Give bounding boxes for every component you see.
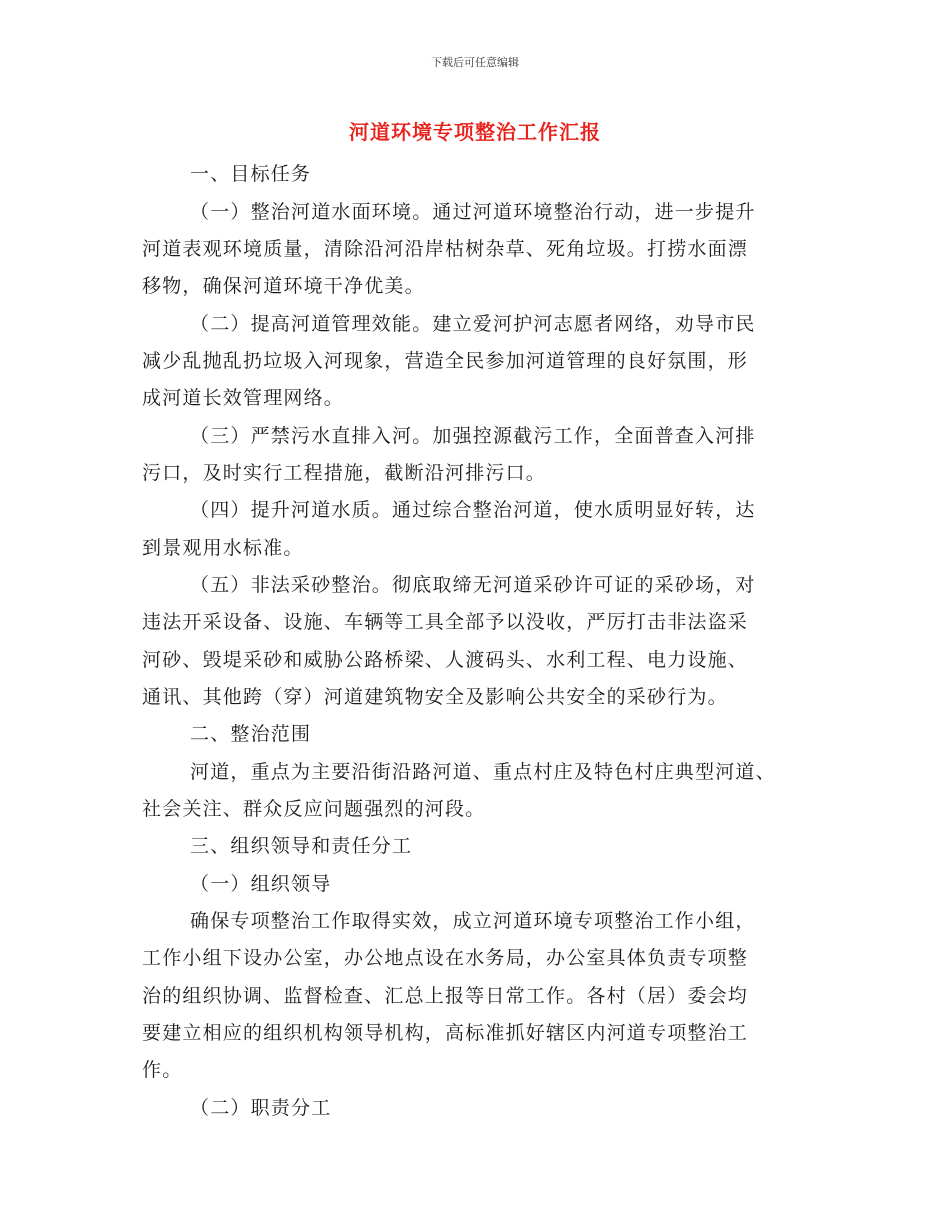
- paragraph-line: 河砂、毁堤采砂和威胁公路桥梁、人渡码头、水利工程、电力设施、: [142, 649, 749, 671]
- page-header: 下载后可任意编辑: [431, 56, 519, 69]
- paragraph-line: （四）提升河道水质。通过综合整治河道，使水质明显好转，达: [190, 499, 756, 521]
- paragraph-line: 社会关注、群众反应问题强烈的河段。: [142, 798, 486, 820]
- paragraph-line: 到景观用水标准。: [142, 537, 304, 559]
- section-heading: 一、目标任务: [190, 163, 312, 185]
- paragraph-line: （五）非法采砂整治。彻底取缔无河道采砂许可证的采砂场，对: [190, 574, 756, 596]
- paragraph-line: 工作小组下设办公室，办公地点设在水务局，办公室具体负责专项整: [142, 947, 749, 969]
- paragraph-line: 作。: [142, 1059, 183, 1081]
- paragraph-line: 污口，及时实行工程措施，截断沿河排污口。: [142, 462, 547, 484]
- paragraph-line: 违法开采设备、设施、车辆等工具全部予以没收，严厉打击非法盗采: [142, 611, 749, 633]
- section-heading: 三、组织领导和责任分工: [190, 835, 413, 857]
- paragraph-line: 要建立相应的组织机构领导机构，高标准抓好辖区内河道专项整治工: [142, 1022, 749, 1044]
- paragraph-line: 河道表观环境质量，清除沿河沿岸枯树杂草、死角垃圾。打捞水面漂: [142, 238, 749, 260]
- paragraph-line: 通讯、其他跨（穿）河道建筑物安全及影响公共安全的采砂行为。: [142, 686, 728, 708]
- paragraph-line: 河道，重点为主要沿街沿路河道、重点村庄及特色村庄典型河道、: [190, 761, 776, 783]
- subsection-heading: （一）组织领导: [190, 873, 332, 895]
- section-heading: 二、整治范围: [190, 723, 312, 745]
- paragraph-line: 移物，确保河道环境干净优美。: [142, 275, 425, 297]
- paragraph-line: 治的组织协调、监督检查、汇总上报等日常工作。各村（居）委会均: [142, 985, 749, 1007]
- paragraph-line: （二）提高河道管理效能。建立爱河护河志愿者网络，劝导市民: [190, 313, 756, 335]
- document-title: 河道环境专项整治工作汇报: [349, 120, 601, 144]
- subsection-heading: （二）职责分工: [190, 1097, 332, 1119]
- paragraph-line: 成河道长效管理网络。: [142, 387, 345, 409]
- paragraph-line: （三）严禁污水直排入河。加强控源截污工作，全面普查入河排: [190, 425, 756, 447]
- paragraph-line: 确保专项整治工作取得实效，成立河道环境专项整治工作小组，: [190, 910, 756, 932]
- paragraph-line: （一）整治河道水面环境。通过河道环境整治行动，进一步提升: [190, 201, 756, 223]
- paragraph-line: 减少乱抛乱扔垃圾入河现象，营造全民参加河道管理的良好氛围，形: [142, 350, 749, 372]
